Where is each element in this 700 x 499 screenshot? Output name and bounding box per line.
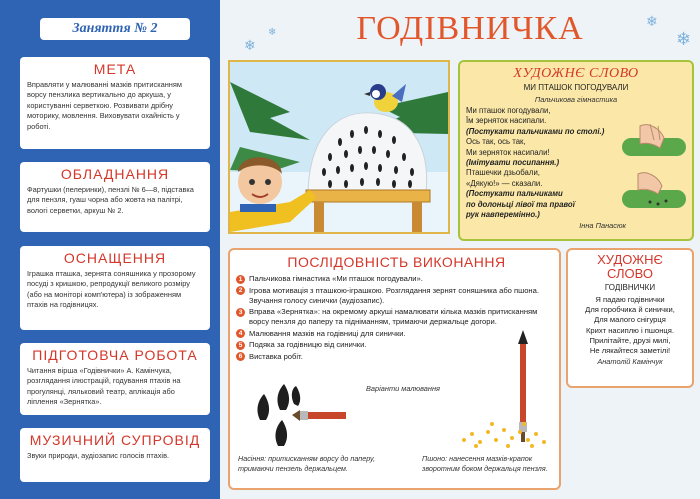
poem-instruction: по долоньці лівої та правої — [466, 199, 575, 209]
sequence-heading: ПОСЛІДОВНІСТЬ ВИКОНАННЯ — [287, 254, 506, 270]
snowflake-icon: ❄ — [244, 37, 256, 53]
music-text: Звуки природи, аудіозапис голосів птахів. — [27, 451, 170, 460]
poem-line: Ми пташок погодували, — [466, 106, 551, 115]
materials-card — [20, 246, 210, 330]
poem-instruction: (Постукати пальчиками — [466, 189, 563, 199]
sequence-steps — [236, 274, 556, 363]
step-text: Малювання мазків на годівниці для синички. — [249, 328, 406, 338]
poem-title: МИ ПТАШОК ПОГОДУВАЛИ — [523, 83, 629, 92]
materials-text: Іграшка пташка, зернята соняшника у прозорому посуді з кришкою, репродукції великого розміру (або на моніторі комп'ютера) із зображенням птахів на годівницях. — [27, 269, 196, 310]
equipment-heading: ОБЛАДНАННЯ — [60, 166, 170, 182]
poem-line: Не лякайтеся заметілі! — [589, 346, 671, 356]
sequence-step — [236, 329, 556, 339]
materials-heading: ОСНАЩЕННЯ — [63, 250, 167, 266]
preparation-text: Читання вірша «Годівнички» А. Камінчука, розглядання ілюстрацій, годування птахів на прогулянці, ляльковий театр, аплікація або ліплення «Зернятка». — [27, 366, 181, 407]
poem-instruction: (Імітувати посипання.) — [466, 158, 560, 168]
heading-line: СЛОВО — [607, 266, 653, 281]
snowflake-icon: ❄ — [676, 29, 692, 49]
poem-line: Їм зерняток насипали. — [466, 116, 547, 126]
artistic-word-feeders — [566, 248, 694, 388]
goal-card — [20, 57, 210, 149]
hands-gesture-illustration — [620, 118, 690, 228]
artistic-word-heading: ХУДОЖНЄ СЛОВО — [513, 66, 639, 81]
sidebar-panel — [0, 0, 220, 499]
equipment-text: Фартушки (пелеринки), пензлі № 6—8, підставка для пензля, гуаш чорна або жовта на палітрі, вологі серветки, аркуш № 2. — [27, 185, 194, 215]
step-number: 5 — [236, 341, 245, 350]
lesson-label: Заняття № 2 — [40, 18, 190, 40]
seed-caption: Насіння: притисканням ворсу до паперу, тримаючи пензель держальцем. — [238, 454, 376, 473]
sequence-step — [236, 340, 556, 350]
music-heading: МУЗИЧНИЙ СУПРОВІД — [29, 432, 201, 448]
poem-title: ГОДІВНИЧКИ — [604, 283, 656, 292]
heading-line: ХУДОЖНЄ — [597, 252, 663, 267]
poem-author: Анатолій Камінчук — [597, 357, 663, 367]
poem-lines — [466, 106, 616, 220]
goal-heading: МЕТА — [93, 61, 137, 77]
music-card — [20, 428, 210, 482]
poem-line: Крихт насиплю і пшонця. — [586, 325, 674, 335]
equipment-card — [20, 162, 210, 232]
poem-line: Прилітайте, друзі милі, — [589, 335, 671, 345]
goal-text: Вправляти у малюванні мазків притисканням ворсу пензлика вертикально до аркуша, у користуванні серветкою. Розвивати дрібну моторику, мовлення. Виховувати охайність у роботі. — [27, 80, 182, 131]
sequence-section — [228, 248, 561, 490]
preparation-card — [20, 343, 210, 415]
step-number: 1 — [236, 275, 245, 284]
poem-line: Для горобчика й синички, — [585, 305, 675, 315]
feeder-scene-image — [230, 62, 448, 232]
poem-line: Ось так, ось так, — [466, 137, 526, 147]
step-text: Подяка за годівницю від синички. — [249, 340, 367, 349]
step-number: 4 — [236, 329, 245, 338]
step-number: 6 — [236, 352, 245, 361]
step-text: Ігрова мотивація з пташкою-іграшкою. Розглядання зернят соняшника або пшона. Звучання голосу синички (аудіозапис). — [249, 285, 539, 305]
preparation-heading: ПІДГОТОВЧА РОБОТА — [32, 347, 198, 363]
snowflake-icon: ❄ — [646, 13, 658, 29]
step-text: Пальчикова гімнастика «Ми пташок погодували». — [249, 274, 423, 283]
poem-author: Інна Панасюк — [579, 221, 626, 231]
poem-line: Для малого снігурця — [594, 315, 666, 325]
poem-line: «Дякую!» — сказали. — [466, 178, 543, 188]
finger-gymnastics-label: Пальчикова гімнастика — [534, 95, 618, 104]
poem-line: Ми зерняток насипали! — [466, 147, 550, 157]
page-title: ГОДІВНИЧКА — [356, 10, 584, 47]
step-number: 3 — [236, 308, 245, 317]
poem-instruction: (Постукати пальчиками по столі.) — [466, 126, 605, 136]
sequence-step — [236, 307, 556, 327]
artistic-word-finger-game — [458, 60, 694, 241]
snowflake-icon: ❄ — [268, 27, 277, 38]
millet-dots-illustration — [458, 418, 550, 450]
poem-instruction: рук навперемінно.) — [466, 210, 540, 220]
sequence-step — [236, 286, 556, 306]
poem-line: Пташечки дзьобали, — [466, 168, 540, 178]
step-text: Вправа «Зернятка»: на окремому аркуші намалювати кілька мазків притисканням ворсу пензля до паперу та підніманням, тримаючи держальце догори. — [249, 307, 538, 326]
poem-lines — [573, 295, 687, 356]
sequence-step — [236, 274, 556, 284]
step-number: 2 — [236, 286, 245, 295]
artistic-word-heading-2 — [573, 253, 687, 281]
poem-line: Я падаю годівнички — [595, 295, 665, 304]
drawing-variants-label: Варіанти малювання — [366, 384, 440, 393]
sequence-step — [236, 352, 556, 362]
brush-horizontal-icon — [292, 404, 348, 428]
millet-caption: Пшоно: нанесення мазків-крапок зворотним боком держальця пензля. — [422, 454, 548, 473]
feeder-illustration — [228, 60, 450, 234]
step-text: Виставка робіт. — [249, 351, 303, 361]
